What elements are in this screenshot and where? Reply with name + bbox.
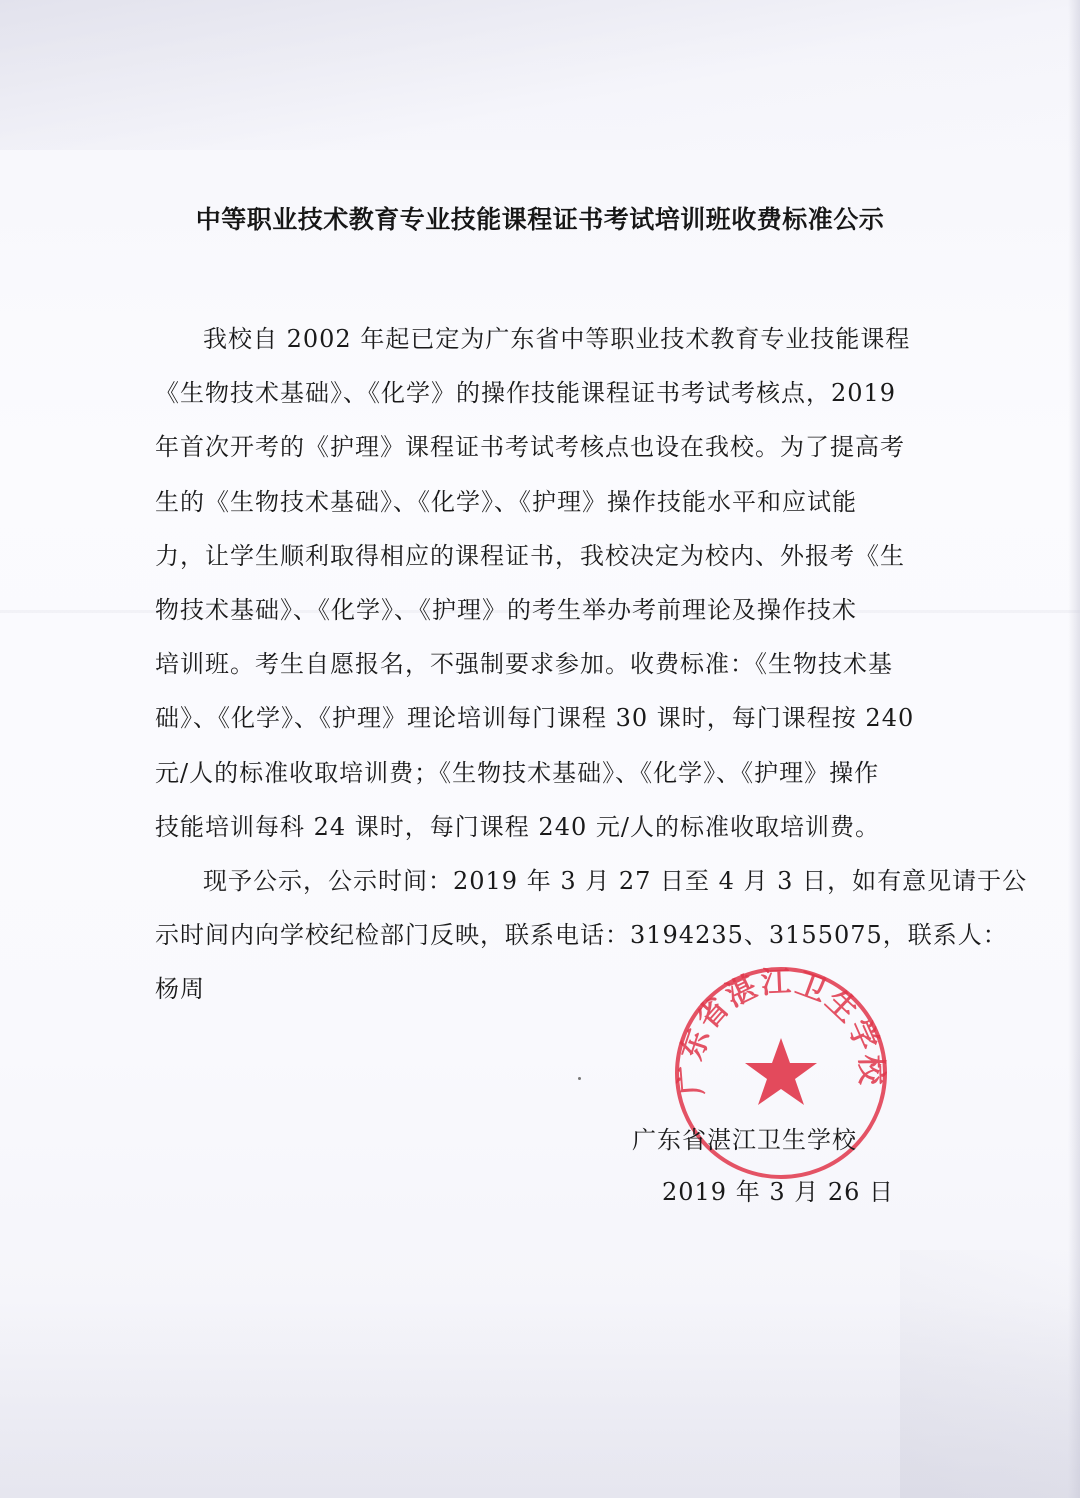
paragraph-line: 《生物技术基础》、《化学》的操作技能课程证书考试考核点，2019 — [155, 379, 897, 408]
paragraph-line: 年首次开考的《护理》课程证书考试考核点也设在我校。为了提高考 — [155, 433, 905, 462]
paragraph-line: 物技术基础》、《化学》、《护理》的考生举办考前理论及操作技术 — [155, 595, 857, 624]
paragraph-line: 示时间内向学校纪检部门反映，联系电话：3194235、3155075，联系人： — [155, 921, 1008, 950]
paper-speck — [578, 1077, 581, 1080]
signature-organization: 广东省湛江卫生学校 — [632, 1126, 857, 1154]
paragraph-line: 力，让学生顺利取得相应的课程证书，我校决定为校内、外报考《生 — [155, 541, 905, 570]
paper-edge — [1068, 0, 1080, 1498]
document-title: 中等职业技术教育专业技能课程证书考试培训班收费标准公示 — [195, 205, 885, 234]
paragraph-line: 杨周 — [155, 975, 205, 1004]
star-icon — [745, 1038, 817, 1105]
paragraph-line: 现予公示，公示时间：2019 年 3 月 27 日至 4 月 3 日，如有意见请于公 — [203, 866, 1028, 895]
paragraph-line: 生的《生物技术基础》、《化学》、《护理》操作技能水平和应试能 — [155, 487, 857, 516]
paragraph-line: 我校自 2002 年起已定为广东省中等职业技术教育专业技能课程 — [203, 325, 911, 353]
paper-shadow-top — [0, 0, 1080, 150]
svg-text:广东省湛江卫生学校: 广东省湛江卫生学校 — [673, 964, 889, 1097]
signature-date: 2019 年 3 月 26 日 — [662, 1178, 895, 1206]
paragraph-line: 技能培训每科 24 课时，每门课程 240 元/人的标准收取培训费。 — [155, 812, 880, 841]
paragraph-line: 培训班。考生自愿报名，不强制要求参加。收费标准：《生物技术基 — [155, 650, 893, 679]
paragraph-line: 元/人的标准收取培训费；《生物技术基础》、《化学》、《护理》操作 — [155, 758, 880, 787]
paper-shadow-corner — [900, 1250, 1080, 1498]
paragraph-line: 础》、《化学》、《护理》理论培训每门课程 30 课时，每门课程按 240 — [155, 704, 915, 733]
document-body — [155, 312, 1028, 1016]
